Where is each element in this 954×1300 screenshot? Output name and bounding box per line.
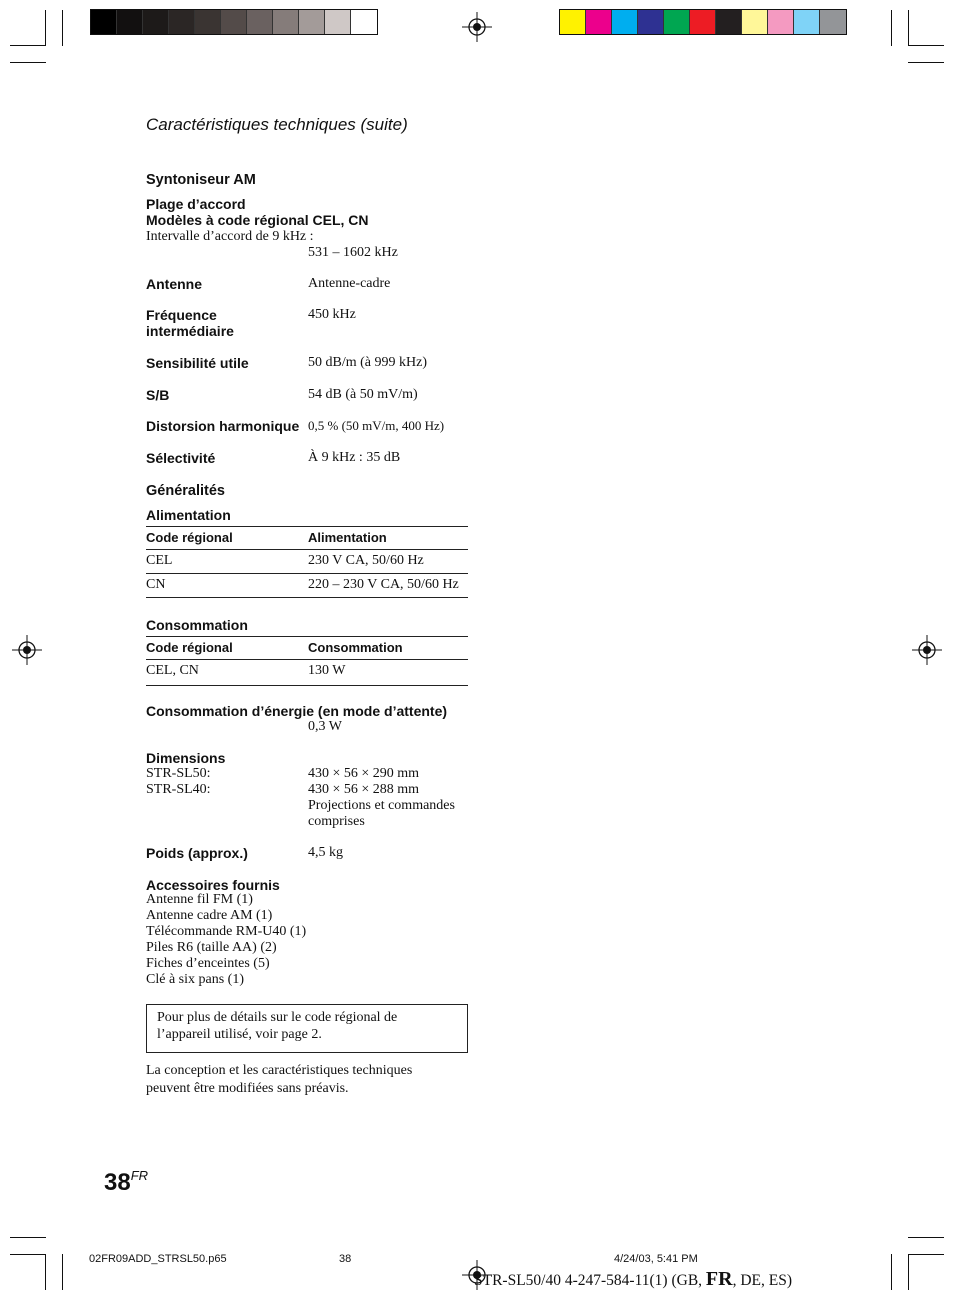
color-swatch bbox=[169, 10, 195, 34]
accessories-label: Accessoires fournis bbox=[146, 877, 280, 893]
color-swatch bbox=[247, 10, 273, 34]
table-header-row bbox=[146, 637, 468, 660]
footer-datetime: 4/24/03, 5:41 PM bbox=[614, 1253, 698, 1265]
grayscale-color-bar bbox=[90, 9, 378, 35]
list-item: Télécommande RM-U40 (1) bbox=[146, 924, 307, 939]
color-swatch bbox=[794, 10, 820, 34]
note-text: l’appareil utilisé, voir page 2. bbox=[157, 1027, 322, 1042]
power-label: Alimentation bbox=[146, 507, 231, 523]
footer-model-suffix: , DE, ES) bbox=[732, 1272, 793, 1289]
models-label: Modèles à code régional CEL, CN bbox=[146, 212, 369, 228]
list-item: Fiches d’enceintes (5) bbox=[146, 956, 270, 971]
crop-mark bbox=[908, 1254, 909, 1290]
crop-mark bbox=[10, 1237, 46, 1238]
color-swatch bbox=[195, 10, 221, 34]
list-item: Antenne fil FM (1) bbox=[146, 892, 253, 907]
dimension-model: STR-SL40: bbox=[146, 782, 211, 797]
table-row bbox=[146, 574, 468, 598]
process-color-bar bbox=[559, 9, 847, 35]
crop-mark bbox=[62, 1254, 63, 1290]
table-cell: 230 V CA, 50/60 Hz bbox=[308, 550, 468, 574]
section-heading-general: Généralités bbox=[146, 483, 225, 499]
weight-value: 4,5 kg bbox=[308, 845, 343, 860]
crop-mark bbox=[45, 10, 46, 46]
footer-page: 38 bbox=[339, 1253, 352, 1265]
color-swatch bbox=[91, 10, 117, 34]
crop-mark bbox=[45, 1254, 46, 1290]
table-cell: CEL bbox=[146, 550, 308, 574]
color-swatch bbox=[820, 10, 846, 34]
disclaimer-text: La conception et les caractéristiques techniques bbox=[146, 1063, 413, 1078]
weight-label: Poids (approx.) bbox=[146, 845, 248, 861]
spec-value: 0,5 % (50 mV/m, 400 Hz) bbox=[308, 418, 445, 433]
color-swatch bbox=[742, 10, 768, 34]
dimension-value: 430 × 56 × 290 mm bbox=[308, 766, 420, 781]
table-row bbox=[146, 660, 468, 686]
standby-label: Consommation d’énergie (en mode d’attente) bbox=[146, 703, 448, 719]
crop-mark bbox=[10, 62, 46, 63]
table-cell: 220 – 230 V CA, 50/60 Hz bbox=[308, 574, 468, 598]
color-swatch bbox=[638, 10, 664, 34]
spec-value: Antenne-cadre bbox=[308, 276, 391, 291]
color-swatch bbox=[768, 10, 794, 34]
crop-mark bbox=[908, 10, 909, 46]
color-swatch bbox=[143, 10, 169, 34]
footer-filename: 02FR09ADD_STRSL50.p65 bbox=[89, 1253, 227, 1265]
note-text: Pour plus de détails sur le code régional de bbox=[157, 1010, 398, 1025]
dimension-value: 430 × 56 × 288 mm bbox=[308, 782, 420, 797]
crop-mark bbox=[908, 45, 944, 46]
color-swatch bbox=[299, 10, 325, 34]
color-swatch bbox=[351, 10, 377, 34]
color-swatch bbox=[221, 10, 247, 34]
dimensions-note: comprises bbox=[308, 814, 365, 829]
spec-label bbox=[146, 307, 234, 339]
crop-mark bbox=[10, 45, 46, 46]
crop-mark bbox=[908, 62, 944, 63]
crop-mark bbox=[891, 1254, 892, 1290]
crop-mark bbox=[908, 1237, 944, 1238]
spec-label-line: Fréquence bbox=[146, 307, 217, 323]
spec-value: À 9 kHz : 35 dB bbox=[308, 450, 401, 465]
note-box bbox=[146, 1004, 468, 1053]
power-table bbox=[146, 526, 468, 598]
spec-value: 54 dB (à 50 mV/m) bbox=[308, 387, 418, 402]
dimensions-note: Projections et commandes bbox=[308, 798, 455, 813]
crop-mark bbox=[62, 10, 63, 46]
spec-value: 450 kHz bbox=[308, 307, 356, 322]
dimensions-label: Dimensions bbox=[146, 750, 226, 766]
crop-mark bbox=[891, 10, 892, 46]
spec-value: 50 dB/m (à 999 kHz) bbox=[308, 355, 427, 370]
table-header-row bbox=[146, 527, 468, 550]
registration-mark-icon bbox=[912, 635, 942, 665]
list-item: Antenne cadre AM (1) bbox=[146, 908, 273, 923]
page-number-suffix: FR bbox=[130, 1168, 149, 1183]
table-cell: 130 W bbox=[308, 660, 468, 686]
page-number-value: 38 bbox=[104, 1169, 131, 1196]
color-swatch bbox=[560, 10, 586, 34]
dimension-model: STR-SL50: bbox=[146, 766, 211, 781]
color-swatch bbox=[273, 10, 299, 34]
color-swatch bbox=[612, 10, 638, 34]
footer-model-prefix: STR-SL50/40 4-247-584-11(1) (GB, bbox=[474, 1272, 706, 1289]
consumption-label: Consommation bbox=[146, 617, 248, 633]
table-header-cell: Code régional bbox=[146, 527, 308, 550]
list-item: Clé à six pans (1) bbox=[146, 972, 244, 987]
color-swatch bbox=[690, 10, 716, 34]
table-row bbox=[146, 550, 468, 574]
list-item: Piles R6 (taille AA) (2) bbox=[146, 940, 277, 955]
standby-value: 0,3 W bbox=[308, 719, 342, 734]
spec-label: Distorsion harmonique bbox=[146, 418, 300, 434]
table-header-cell: Code régional bbox=[146, 637, 308, 660]
color-swatch bbox=[325, 10, 351, 34]
disclaimer-text: peuvent être modifiées sans préavis. bbox=[146, 1081, 349, 1096]
color-swatch bbox=[716, 10, 742, 34]
color-swatch bbox=[586, 10, 612, 34]
color-swatch bbox=[117, 10, 143, 34]
footer-model-lang: FR bbox=[705, 1268, 733, 1290]
table-header-cell: Consommation bbox=[308, 637, 468, 660]
registration-mark-icon bbox=[12, 635, 42, 665]
table-header-cell: Alimentation bbox=[308, 527, 468, 550]
interval-value: 531 – 1602 kHz bbox=[308, 245, 398, 260]
spec-label-line: intermédiaire bbox=[146, 323, 234, 339]
registration-mark-icon bbox=[462, 12, 492, 42]
table-cell: CN bbox=[146, 574, 308, 598]
spec-label: S/B bbox=[146, 387, 170, 403]
footer-model-line bbox=[474, 1268, 792, 1291]
page-title: Caractéristiques techniques (suite) bbox=[146, 115, 408, 134]
spec-label: Sensibilité utile bbox=[146, 355, 249, 371]
table-cell: CEL, CN bbox=[146, 660, 308, 686]
tuning-range-label: Plage d’accord bbox=[146, 196, 246, 212]
consumption-table bbox=[146, 636, 468, 686]
interval-text: Intervalle d’accord de 9 kHz : bbox=[146, 229, 314, 244]
section-heading-am-tuner: Syntoniseur AM bbox=[146, 172, 256, 188]
crop-mark bbox=[10, 1254, 46, 1255]
page-number bbox=[104, 1168, 148, 1197]
spec-label: Antenne bbox=[146, 276, 202, 292]
crop-mark bbox=[908, 1254, 944, 1255]
accessories-list bbox=[146, 892, 306, 988]
spec-label: Sélectivité bbox=[146, 450, 216, 466]
color-swatch bbox=[664, 10, 690, 34]
